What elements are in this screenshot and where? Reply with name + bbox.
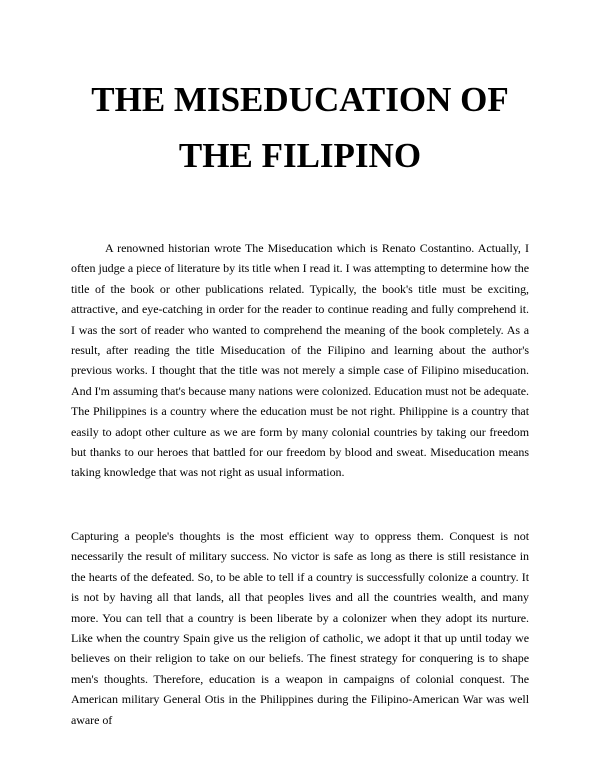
body-paragraph-2: Capturing a people's thoughts is the most efficient way to oppress them. Conquest is not necessarily the result of military success. No victor is safe as long as there is still resistance in the hearts of the defeated. So, to be able to tell if a country is successfully colonize a country. It is not by having all that lands, all that peoples lives and all the countries wealth, and many more. You can tell that a country is been liberate by a colonizer when they adopt its nurture. Like when the country Spain give us the religion of catholic, we adopt it that up until today we believes on their religion to take on our beliefs. The finest strategy for conquering is to shape men's thoughts. Therefore, education is a weapon in campaigns of colonial conquest. The American military General Otis in the Philippines during the Filipino-American War was well aware of: [71, 529, 529, 727]
title-line-2: THE FILIPINO: [178, 136, 422, 175]
body-paragraph-1: A renowned historian wrote The Miseducation which is Renato Costantino. Actually, I often judge a piece of literature by its title when I read it. I was attempting to determine how the title of the book or other publications related. Typically, the book's title must be exciting, attractive, and eye-catching in order for the reader to continue reading and fully comprehend it. I was the sort of reader who wanted to comprehend the meaning of the book completely. As a result, after reading the title Miseducation of the Filipino and learning about the author's previous works. I thought that the title was not merely a simple case of Filipino miseducation. And I'm assuming that's because many nations were colonized. Education must not be adequate. The Philippines is a country where the education must be not right. Philippine is a country that easily to adopt other culture as we are form by many colonial countries by taking our freedom but thanks to our heroes that battled for our freedom by blood and sweat. Miseducation means taking knowledge that was not right as usual information.: [71, 241, 529, 480]
page-title: [40, 72, 560, 184]
title-line-1: THE MISEDUCATION OF: [91, 80, 509, 119]
